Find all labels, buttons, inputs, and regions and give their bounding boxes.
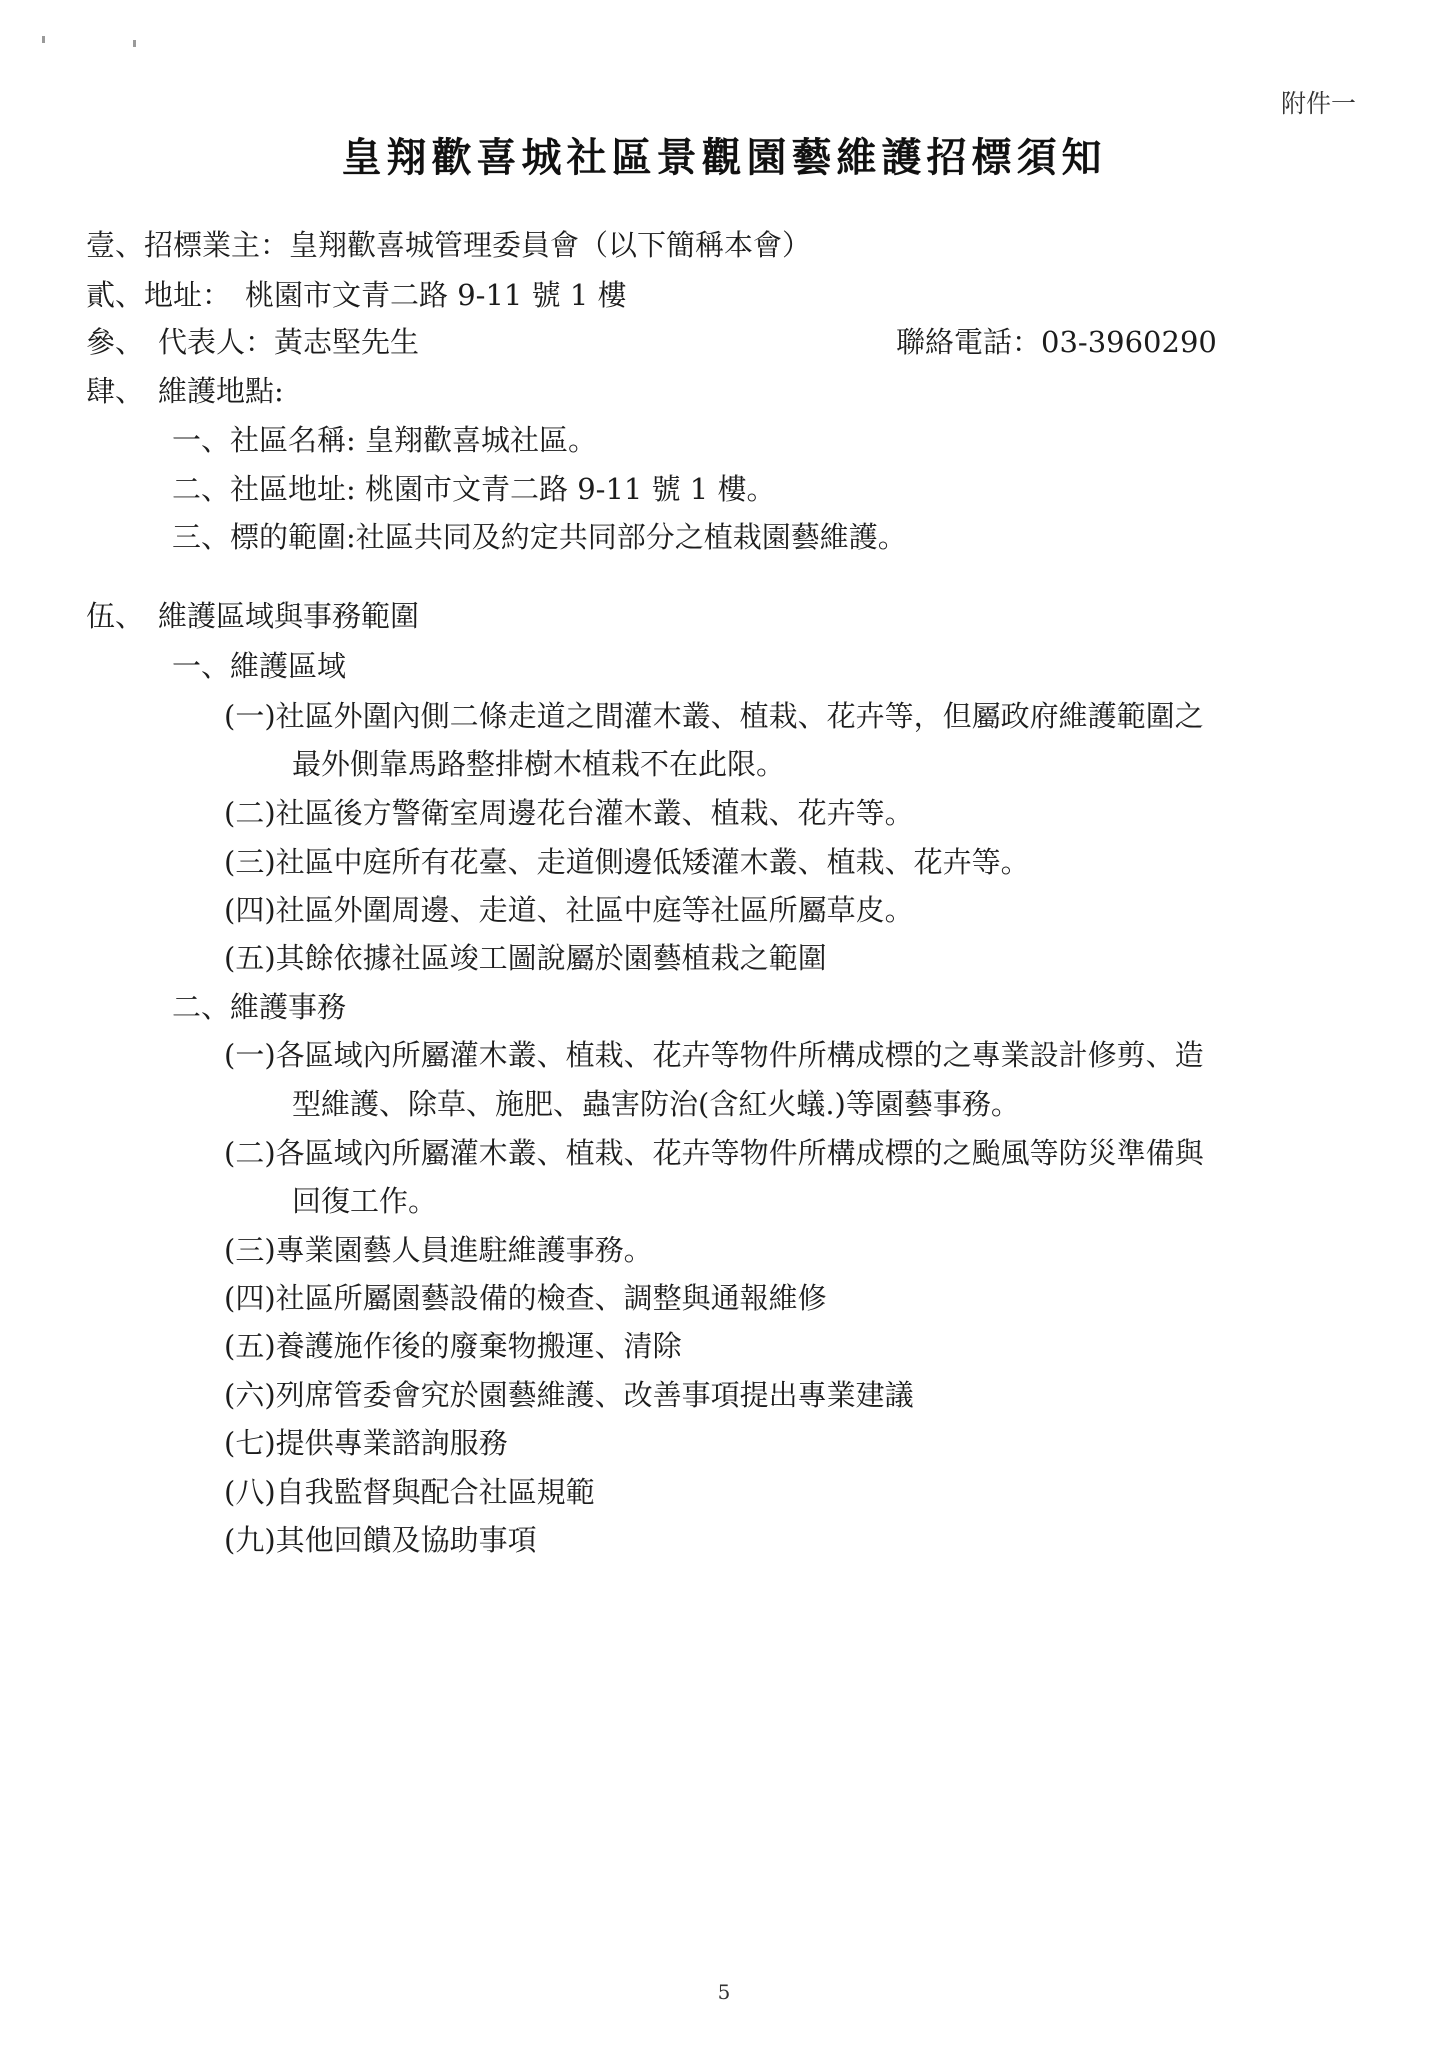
affair-item-continued: 型維護、除草、施肥、蟲害防治(含紅火蟻.)等園藝事務。 xyxy=(292,1087,1020,1121)
affair-item: (八)自我監督與配合社區規範 xyxy=(224,1475,595,1509)
affair-item: (二)各區域內所屬灌木叢、植栽、花卉等物件所構成標的之颱風等防災準備與 xyxy=(224,1136,1204,1170)
scan-speck xyxy=(133,40,136,47)
section-address xyxy=(86,276,627,314)
location-item: 三、標的範圍:社區共同及約定共同部分之植栽園藝維護。 xyxy=(172,520,907,554)
affair-item-continued: 回復工作。 xyxy=(292,1184,438,1218)
scan-speck xyxy=(42,36,45,43)
section-representative xyxy=(86,323,419,361)
affair-item: (九)其他回饋及協助事項 xyxy=(224,1523,537,1557)
section-scope xyxy=(86,597,419,635)
affair-item: (一)各區域內所屬灌木叢、植栽、花卉等物件所構成標的之專業設計修剪、造 xyxy=(224,1038,1204,1072)
affair-item: (五)養護施作後的廢棄物搬運、清除 xyxy=(224,1329,682,1363)
area-item: (四)社區外圍周邊、走道、社區中庭等社區所屬草皮。 xyxy=(224,893,914,927)
section-location-label: 維護地點: xyxy=(158,374,284,408)
page-title: 皇翔歡喜城社區景觀園藝維護招標須知 xyxy=(341,134,1107,181)
affair-item: (四)社區所屬園藝設備的檢查、調整與通報維修 xyxy=(224,1281,827,1315)
section-scope-label: 維護區域與事務範圍 xyxy=(158,599,420,633)
section-address-label: 貳、地址： xyxy=(86,278,232,312)
section-representative-label: 代表人：黃志堅先生 xyxy=(158,325,420,359)
area-item: (三)社區中庭所有花臺、走道側邊低矮灌木叢、植栽、花卉等。 xyxy=(224,845,1030,879)
area-item: (五)其餘依據社區竣工圖說屬於園藝植栽之範圍 xyxy=(224,941,827,975)
section-owner: 壹、招標業主：皇翔歡喜城管理委員會（以下簡稱本會） xyxy=(86,228,812,262)
affair-item: (六)列席管委會究於園藝維護、改善事項提出專業建議 xyxy=(224,1378,914,1412)
section-scope-prefix: 伍、 xyxy=(86,599,145,633)
location-item: 一、社區名稱: 皇翔歡喜城社區。 xyxy=(172,423,597,457)
affair-item: (三)專業園藝人員進駐維護事務。 xyxy=(224,1233,653,1267)
section-location-prefix: 肆、 xyxy=(86,374,145,408)
area-item: (二)社區後方警衛室周邊花台灌木叢、植栽、花卉等。 xyxy=(224,796,914,830)
section-location xyxy=(86,372,284,410)
areas-heading: 一、維護區域 xyxy=(172,649,347,683)
area-item: (一)社區外圍內側二條走道之間灌木叢、植栽、花卉等，但屬政府維護範圍之 xyxy=(224,699,1204,733)
contact-phone: 聯絡電話：03-3960290 xyxy=(896,325,1217,359)
section-address-value: 桃園市文青二路 9-11 號 1 樓 xyxy=(245,278,627,312)
page-number: 5 xyxy=(717,1980,731,2004)
affair-item: (七)提供專業諮詢服務 xyxy=(224,1426,508,1460)
location-item: 二、社區地址: 桃園市文青二路 9-11 號 1 樓。 xyxy=(172,472,776,506)
area-item-continued: 最外側靠馬路整排樹木植栽不在此限。 xyxy=(292,747,786,781)
affairs-heading: 二、維護事務 xyxy=(172,990,347,1024)
attachment-label: 附件一 xyxy=(1280,89,1356,118)
section-representative-prefix: 參、 xyxy=(86,325,145,359)
